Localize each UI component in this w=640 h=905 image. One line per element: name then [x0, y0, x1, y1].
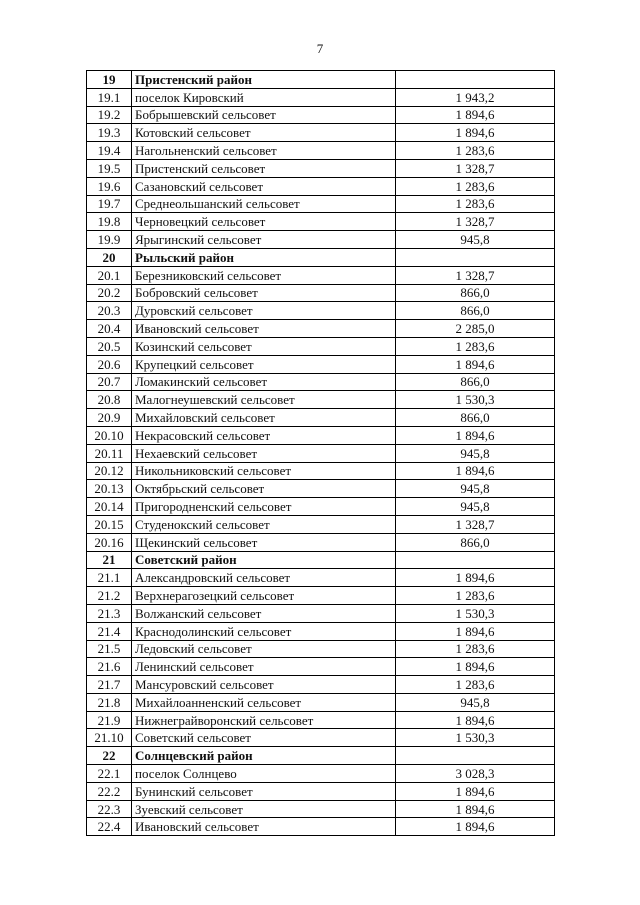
district-number: 21 — [87, 551, 132, 569]
row-number: 22.1 — [87, 765, 132, 783]
municipality-name: Краснодолинский сельсовет — [132, 622, 396, 640]
amount-value: 866,0 — [396, 533, 555, 551]
row-number: 20.5 — [87, 337, 132, 355]
table-row — [87, 266, 555, 284]
table-row — [87, 426, 555, 444]
amount-value: 1 894,6 — [396, 800, 555, 818]
amount-value: 1 894,6 — [396, 622, 555, 640]
table-row — [87, 729, 555, 747]
district-value — [396, 551, 555, 569]
municipality-name: Сазановский сельсовет — [132, 177, 396, 195]
municipality-name: Ломакинский сельсовет — [132, 373, 396, 391]
row-number: 19.9 — [87, 231, 132, 249]
amount-value: 1 894,6 — [396, 426, 555, 444]
row-number: 20.4 — [87, 320, 132, 338]
municipality-name: Нагольненский сельсовет — [132, 142, 396, 160]
municipality-name: Козинский сельсовет — [132, 337, 396, 355]
table-row — [87, 711, 555, 729]
municipality-name: Ярыгинский сельсовет — [132, 231, 396, 249]
row-number: 21.4 — [87, 622, 132, 640]
municipality-name: Пригородненский сельсовет — [132, 498, 396, 516]
table-row — [87, 373, 555, 391]
municipality-name: Дуровский сельсовет — [132, 302, 396, 320]
row-number: 21.1 — [87, 569, 132, 587]
amount-value: 1 894,6 — [396, 782, 555, 800]
amount-value: 1 530,3 — [396, 729, 555, 747]
district-name: Рыльский район — [132, 248, 396, 266]
amount-value: 1 283,6 — [396, 640, 555, 658]
row-number: 22.3 — [87, 800, 132, 818]
amount-value: 1 894,6 — [396, 106, 555, 124]
municipality-name: Крупецкий сельсовет — [132, 355, 396, 373]
amount-value: 945,8 — [396, 498, 555, 516]
district-row — [87, 551, 555, 569]
table-row — [87, 320, 555, 338]
amount-value: 1 894,6 — [396, 711, 555, 729]
table-row — [87, 480, 555, 498]
municipality-name: Ленинский сельсовет — [132, 658, 396, 676]
district-row — [87, 71, 555, 89]
amount-value: 866,0 — [396, 302, 555, 320]
table-row — [87, 498, 555, 516]
table-row — [87, 765, 555, 783]
row-number: 20.14 — [87, 498, 132, 516]
district-number: 19 — [87, 71, 132, 89]
district-value — [396, 71, 555, 89]
district-number: 22 — [87, 747, 132, 765]
municipality-name: Октябрьский сельсовет — [132, 480, 396, 498]
row-number: 20.1 — [87, 266, 132, 284]
table-row — [87, 604, 555, 622]
amount-value: 2 285,0 — [396, 320, 555, 338]
row-number: 22.4 — [87, 818, 132, 836]
amount-value: 1 894,6 — [396, 355, 555, 373]
table-row — [87, 231, 555, 249]
table-row — [87, 106, 555, 124]
amount-value: 945,8 — [396, 444, 555, 462]
amount-value: 1 328,7 — [396, 159, 555, 177]
row-number: 20.8 — [87, 391, 132, 409]
amount-value: 1 530,3 — [396, 604, 555, 622]
table-row — [87, 302, 555, 320]
row-number: 21.2 — [87, 587, 132, 605]
table-row — [87, 622, 555, 640]
row-number: 21.7 — [87, 676, 132, 694]
municipality-name: Ледовский сельсовет — [132, 640, 396, 658]
municipality-name: Бобровский сельсовет — [132, 284, 396, 302]
amount-value: 1 328,7 — [396, 213, 555, 231]
table-row — [87, 142, 555, 160]
amount-value: 1 894,6 — [396, 818, 555, 836]
municipality-name: Михайловский сельсовет — [132, 409, 396, 427]
amount-value: 945,8 — [396, 693, 555, 711]
municipality-name: Мансуровский сельсовет — [132, 676, 396, 694]
amount-value: 1 283,6 — [396, 337, 555, 355]
amount-value: 1 283,6 — [396, 587, 555, 605]
row-number: 20.6 — [87, 355, 132, 373]
table-row — [87, 444, 555, 462]
amount-value: 1 894,6 — [396, 124, 555, 142]
municipality-name: Зуевский сельсовет — [132, 800, 396, 818]
municipality-name: Верхнерагозецкий сельсовет — [132, 587, 396, 605]
municipality-name: Ивановский сельсовет — [132, 818, 396, 836]
municipality-name: Михайлоанненский сельсовет — [132, 693, 396, 711]
table-row — [87, 658, 555, 676]
municipality-name: Черновецкий сельсовет — [132, 213, 396, 231]
table-row — [87, 818, 555, 836]
page-number: 7 — [316, 41, 324, 56]
municipality-name: Березниковский сельсовет — [132, 266, 396, 284]
municipality-name: поселок Солнцево — [132, 765, 396, 783]
row-number: 21.8 — [87, 693, 132, 711]
municipality-name: Малогнеушевский сельсовет — [132, 391, 396, 409]
amount-value: 1 894,6 — [396, 569, 555, 587]
municipality-name: Ивановский сельсовет — [132, 320, 396, 338]
table-row — [87, 337, 555, 355]
table-row — [87, 284, 555, 302]
row-number: 21.9 — [87, 711, 132, 729]
amount-value: 866,0 — [396, 409, 555, 427]
amount-value: 1 283,6 — [396, 195, 555, 213]
district-value — [396, 747, 555, 765]
allocation-table — [86, 70, 555, 836]
row-number: 19.7 — [87, 195, 132, 213]
amount-value: 866,0 — [396, 373, 555, 391]
table-row — [87, 124, 555, 142]
municipality-name: Пристенский сельсовет — [132, 159, 396, 177]
amount-value: 1 894,6 — [396, 462, 555, 480]
row-number: 19.4 — [87, 142, 132, 160]
row-number: 20.12 — [87, 462, 132, 480]
row-number: 19.2 — [87, 106, 132, 124]
amount-value: 945,8 — [396, 231, 555, 249]
table-row — [87, 195, 555, 213]
amount-value: 1 328,7 — [396, 515, 555, 533]
amount-value: 1 530,3 — [396, 391, 555, 409]
row-number: 21.6 — [87, 658, 132, 676]
row-number: 20.9 — [87, 409, 132, 427]
amount-value: 1 283,6 — [396, 142, 555, 160]
row-number: 20.11 — [87, 444, 132, 462]
district-name: Солнцевский район — [132, 747, 396, 765]
district-value — [396, 248, 555, 266]
table-row — [87, 515, 555, 533]
amount-value: 1 283,6 — [396, 676, 555, 694]
row-number: 19.1 — [87, 88, 132, 106]
municipality-name: Советский сельсовет — [132, 729, 396, 747]
row-number: 19.3 — [87, 124, 132, 142]
row-number: 20.10 — [87, 426, 132, 444]
table-row — [87, 569, 555, 587]
table-row — [87, 676, 555, 694]
district-number: 20 — [87, 248, 132, 266]
row-number: 20.16 — [87, 533, 132, 551]
municipality-name: Никольниковский сельсовет — [132, 462, 396, 480]
amount-value: 1 328,7 — [396, 266, 555, 284]
municipality-name: Бобрышевский сельсовет — [132, 106, 396, 124]
amount-value: 1 894,6 — [396, 658, 555, 676]
table-row — [87, 640, 555, 658]
table-row — [87, 213, 555, 231]
row-number: 19.6 — [87, 177, 132, 195]
row-number: 19.5 — [87, 159, 132, 177]
municipality-name: Среднеольшанский сельсовет — [132, 195, 396, 213]
table-row — [87, 391, 555, 409]
amount-value: 1 943,2 — [396, 88, 555, 106]
municipality-name: Бунинский сельсовет — [132, 782, 396, 800]
table-row — [87, 782, 555, 800]
municipality-name: Нехаевский сельсовет — [132, 444, 396, 462]
municipality-name: Александровский сельсовет — [132, 569, 396, 587]
table-row — [87, 88, 555, 106]
amount-value: 3 028,3 — [396, 765, 555, 783]
row-number: 20.13 — [87, 480, 132, 498]
district-row — [87, 248, 555, 266]
municipality-name: Студенокский сельсовет — [132, 515, 396, 533]
municipality-name: Некрасовский сельсовет — [132, 426, 396, 444]
municipality-name: поселок Кировский — [132, 88, 396, 106]
row-number: 21.5 — [87, 640, 132, 658]
table-row — [87, 355, 555, 373]
row-number: 21.3 — [87, 604, 132, 622]
table-row — [87, 177, 555, 195]
table-row — [87, 159, 555, 177]
row-number: 19.8 — [87, 213, 132, 231]
amount-value: 1 283,6 — [396, 177, 555, 195]
row-number: 21.10 — [87, 729, 132, 747]
row-number: 20.15 — [87, 515, 132, 533]
table-row — [87, 800, 555, 818]
row-number: 20.3 — [87, 302, 132, 320]
municipality-name: Щекинский сельсовет — [132, 533, 396, 551]
table-row — [87, 462, 555, 480]
district-name: Пристенский район — [132, 71, 396, 89]
district-name: Советский район — [132, 551, 396, 569]
table-row — [87, 693, 555, 711]
municipality-name: Котовский сельсовет — [132, 124, 396, 142]
table-row — [87, 587, 555, 605]
row-number: 20.2 — [87, 284, 132, 302]
row-number: 22.2 — [87, 782, 132, 800]
district-row — [87, 747, 555, 765]
table-body — [87, 71, 555, 836]
table-row — [87, 409, 555, 427]
row-number: 20.7 — [87, 373, 132, 391]
municipality-name: Волжанский сельсовет — [132, 604, 396, 622]
amount-value: 866,0 — [396, 284, 555, 302]
table-row — [87, 533, 555, 551]
municipality-name: Нижнеграйворонский сельсовет — [132, 711, 396, 729]
amount-value: 945,8 — [396, 480, 555, 498]
